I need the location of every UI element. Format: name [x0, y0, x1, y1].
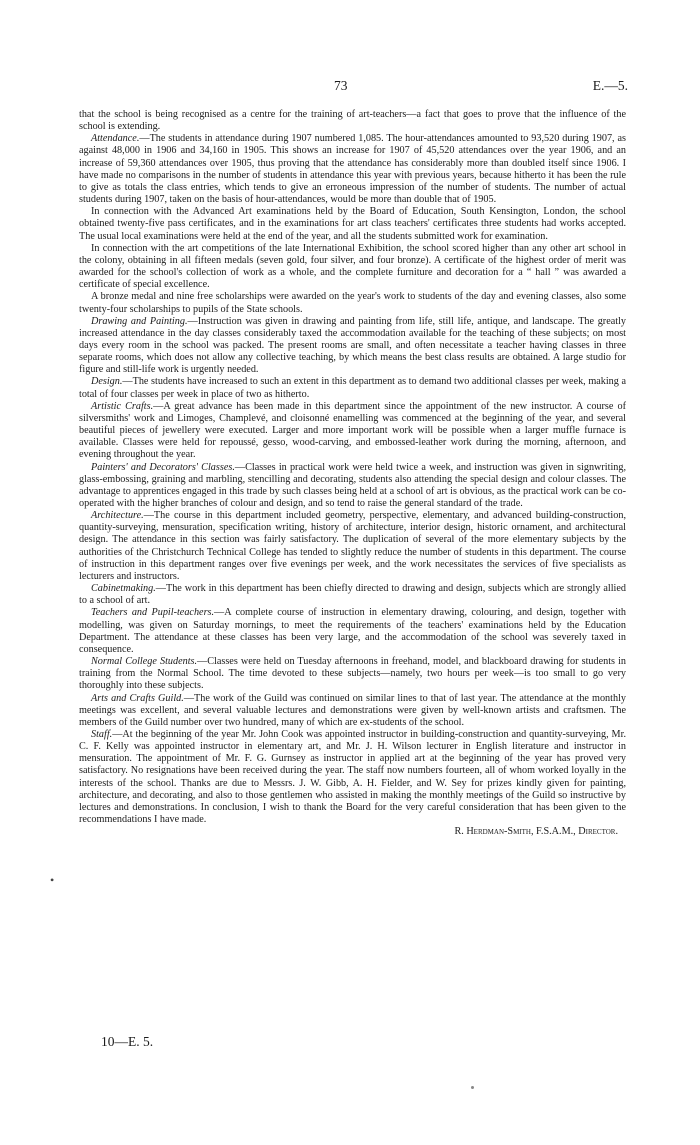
- paragraph-staff: Staff.—At the beginning of the year Mr. John Cook was appointed instructor in building-construction and quantity-surveying, Mr. C. F. Kelly was appointed instructor in elementary art, and Mr. J. H. Wilson lecturer in English literature and instructor in mensuration. The appointment of Mr. F. G. Gurnsey as instructor in applied art at the beginning of the year has proved very satisfactory. No resignations have been received during the year. The staff now numbers fourteen, all of whom worked loyally in the interests of the school. Thanks are due to Messrs. J. W. Gibb, A. H. Fielder, and W. Sey for prizes kindly given for painting, architecture, and decorating, and also to those gentlemen who assisted in making the monthly meetings of the Guild so instructive by lectures and demonstrations. In conclusion, I wish to thank the Board for the very careful consideration that has been given to the recommendations I have made.: [79, 728, 626, 826]
- paragraph-attendance: Attendance.—The students in attendance during 1907 numbered 1,085. The hour-attendances amounted to 93,520 during 1907, as against 48,000 in 1906 and 34,160 in 1905. This shows an increase for 1907 of 45,520 attendances over the year 1906, and an increase of 59,360 attendances over 1905, thus proving that the attendance has considerably more than doubled itself since 1906. I have made no comparisons in the number of students in attendance this year with previous years, because hitherto it has been the rule to give as totals the class entries, which tends to give an erroneous impression of the number of students. The number of actual students during 1907, taken on the basis of hour-attendances, would be more than double that of 1905.: [79, 133, 626, 206]
- page-header: [0, 78, 700, 94]
- paragraph-scholarships: A bronze medal and nine free scholarships were awarded on the year's work to students of the day and evening classes, also some twenty-four scholarships to pupils of the State schools.: [79, 291, 626, 315]
- signature: R. Herdman-Smith, F.S.A.M., Director.: [454, 826, 618, 838]
- paragraph-heading: Normal College Students.: [91, 656, 198, 668]
- paragraph-artistic-crafts: Artistic Crafts.—A great advance has been made in this department since the appointment of the new instructor. A course of silversmiths' work and Limoges, Champlevé, and cloisonné enamelling was commenced at the beginning of the year, and several beautiful pieces of jewellery were executed. Larger and more important work will be possible when a larger muffle furnace is available. Classes were held for repoussé, gesso, wood-carving, and embossed-leather work during the morning, afternoon, and evening throughout the year.: [79, 400, 626, 461]
- report-body: [79, 109, 626, 838]
- paragraph-heading: Attendance.: [91, 133, 140, 145]
- section-reference: E.—5.: [592, 78, 628, 93]
- page-speck: [471, 1086, 474, 1089]
- paragraph-heading: Teachers and Pupil-teachers.: [91, 607, 215, 619]
- paragraph-heading: Arts and Crafts Guild.: [91, 692, 184, 704]
- footer-signature-mark: 10—E. 5.: [101, 1034, 154, 1049]
- paragraph-painters-decorators: Painters' and Decorators' Classes.—Classes in practical work were held twice a week, and instruction was given in signwriting, glass-embossing, graining and marbling, stencilling and decorating, students also attending the special design and colour classes. The advantage to apprentices engaged in this trade by such classes being held at a school of art is obvious, as the practical work can be co-operated with the higher branches of colour and design, and so tend to raise the general standard of the trade.: [79, 461, 627, 509]
- paragraph-teachers: Teachers and Pupil-teachers.—A complete course of instruction in elementary drawing, colouring, and design, together with modelling, was given on Saturday mornings, to meet the requirements of the teachers' examinations held by the Education Department. The attendance at these classes has been very large, and the accommodation of the school was severely taxed in consequence.: [79, 607, 626, 655]
- paragraph-examinations: In connection with the Advanced Art examinations held by the Board of Education, South Kensington, London, the school obtained twenty-five pass certificates, and in the examinations for art class teachers' certificates three students had works accepted. The usual local examinations were held at the end of the year, and all the students submitted work for examination.: [79, 206, 626, 242]
- paragraph-heading: Architecture.: [91, 510, 144, 522]
- paragraph-guild: Arts and Crafts Guild.—The work of the Guild was continued on similar lines to that of last year. The attendance at the monthly meetings was excellent, and several valuable lectures and demonstrations were given by well-known artists and craftsmen. The members of the Guild number over two hundred, many of which are ex-students of the school.: [79, 692, 627, 728]
- paragraph-exhibition: In connection with the art competitions of the late International Exhibition, the school scored higher than any other art school in the colony, obtaining in all fifteen medals (seven gold, four silver, and four bronze). A certificate of the highest order of merit was awarded for the school's collection of work as a whole, and the complete furniture and decoration for a “ hall ” was awarded a certificate of special excellence.: [79, 242, 626, 291]
- page-number: 73: [334, 78, 348, 93]
- paragraph-design: Design.—The students have increased to such an extent in this department as to demand two additional classes per week, making a total of four classes per week in place of two as hitherto.: [79, 376, 626, 400]
- paragraph-drawing-painting: Drawing and Painting.—Instruction was given in drawing and painting from life, still life, antique, and landscape. The greatly increased attendance in the day classes considerably taxed the accommodation available for the teaching of these subjects; on most days every room in the school was packed. The present rooms are small, and often necessitate a teacher having classes in three separate rooms, which does not allow any collective teaching, by which means the best class results are obtained. A large studio for figure and still-life work is urgently needed.: [79, 315, 626, 376]
- paragraph-heading: Painters' and Decorators' Classes.: [91, 461, 235, 473]
- paragraph-heading: Drawing and Painting.: [91, 315, 188, 327]
- paragraph-architecture: Architecture.—The course in this department included geometry, perspective, elementary, and advanced building-construction, quantity-surveying, mensuration, specification writing, history of architecture, interior design, historic ornament, and architectural design. The attendance in this section was fairly satisfactory. The duplication of several of the more elementary subjects by the authorities of the Christchurch Technical College has tended to slightly reduce the number of students in this department. The course of instruction in this department ranges over five evenings per week, and the work necessitates the services of five specialists as lecturers and instructors.: [79, 510, 626, 582]
- paragraph-heading: Cabinetmaking.: [91, 583, 156, 595]
- paragraph-heading: Design.: [91, 376, 123, 388]
- margin-mark: •: [50, 873, 55, 887]
- paragraph-cabinetmaking: Cabinetmaking.—The work in this department has been chiefly directed to drawing and design, subjects which are strongly allied to a school of art.: [79, 583, 626, 607]
- paragraph-normal-college: Normal College Students.—Classes were held on Tuesday afternoons in freehand, model, and blackboard drawing for students in training from the Normal School. The time devoted to these subjects—namely, two hours per week—is too small to go very thoroughly into these subjects.: [79, 656, 626, 692]
- paragraph-heading: Artistic Crafts.: [91, 400, 154, 412]
- paragraph-heading: Staff.: [91, 728, 113, 740]
- paragraph-continuation: that the school is being recognised as a centre for the training of art-teachers—a fact that goes to prove that the influence of the school is extending.: [79, 109, 626, 133]
